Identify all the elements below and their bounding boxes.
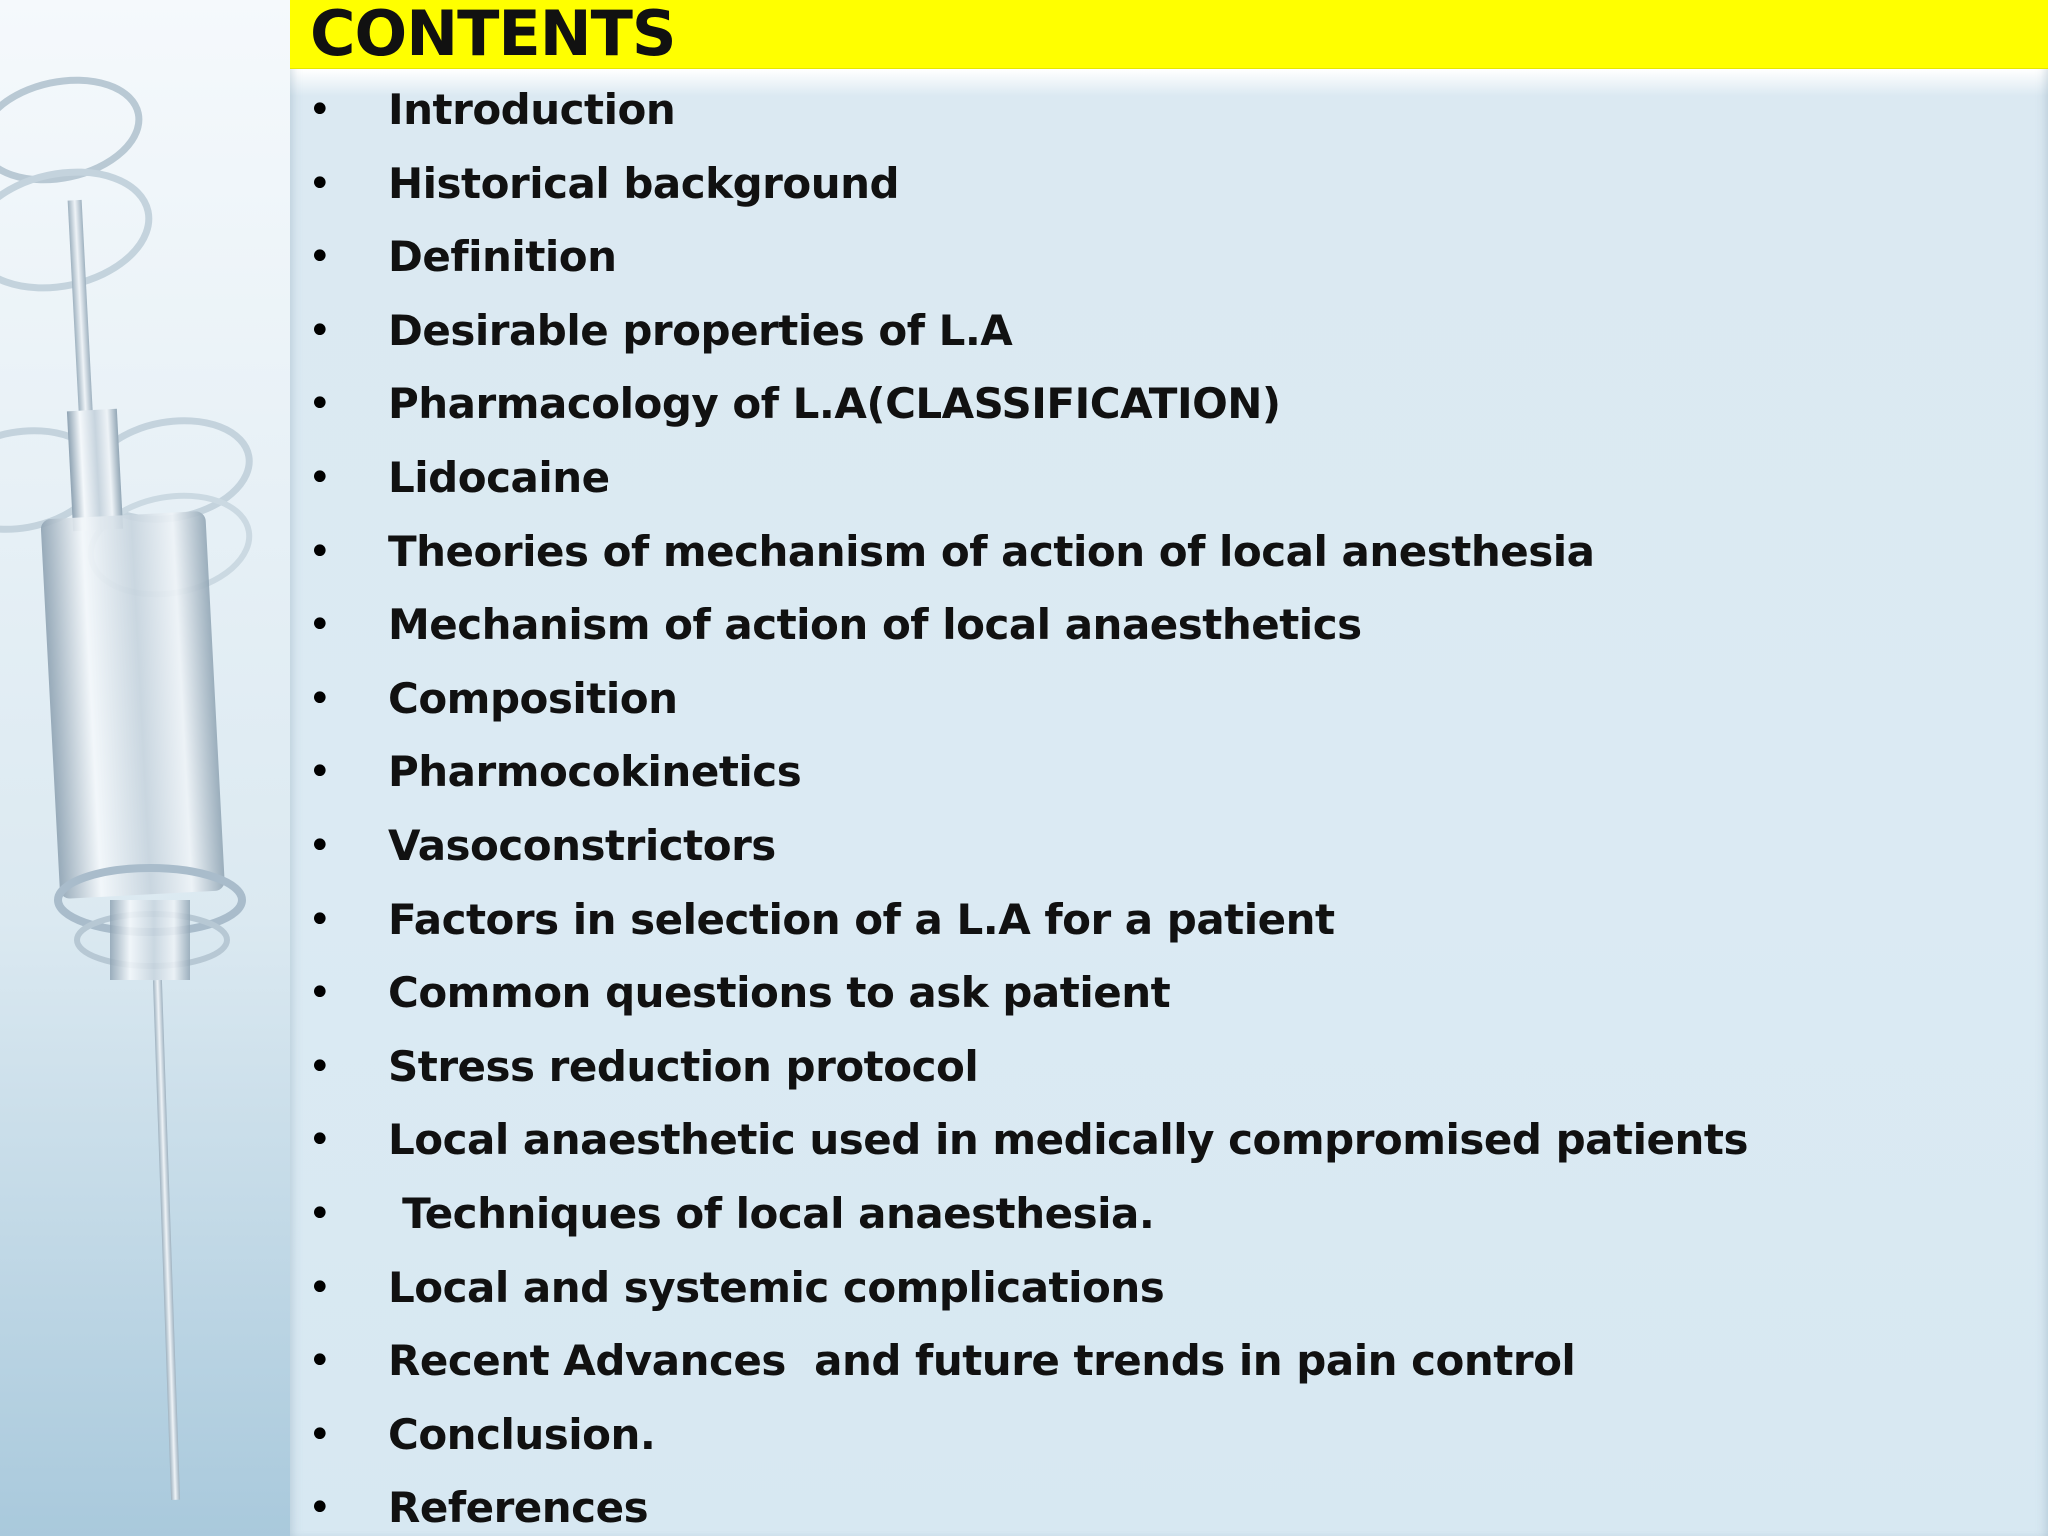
- bullet-icon: •: [308, 1485, 332, 1532]
- list-item-label: Techniques of local anaesthesia.: [388, 1188, 1155, 1238]
- contents-list: [290, 80, 2030, 1536]
- list-item-label: Stress reduction protocol: [388, 1041, 979, 1091]
- syringe-icon: [0, 0, 290, 1536]
- slide-title: CONTENTS: [310, 0, 676, 70]
- list-item: [290, 1258, 2030, 1332]
- bullet-icon: •: [308, 1411, 332, 1458]
- list-item: [290, 669, 2030, 743]
- list-item: [290, 1184, 2030, 1258]
- list-item: [290, 1405, 2030, 1479]
- list-item: [290, 448, 2030, 522]
- list-item: [290, 301, 2030, 375]
- list-item: [290, 1478, 2030, 1536]
- bullet-icon: •: [308, 234, 332, 281]
- list-item: [290, 595, 2030, 669]
- bullet-icon: •: [308, 381, 332, 428]
- list-item-label: Pharmocokinetics: [388, 747, 802, 797]
- bullet-icon: •: [308, 528, 332, 575]
- list-item-label: Factors in selection of a L.A for a patient: [388, 894, 1335, 944]
- list-item: [290, 80, 2030, 154]
- list-item-label: Lidocaine: [388, 452, 610, 502]
- list-item: [290, 522, 2030, 596]
- list-item-label: Theories of mechanism of action of local anesthesia: [388, 526, 1595, 576]
- title-bar: [290, 0, 2048, 69]
- bullet-icon: •: [308, 970, 332, 1017]
- list-item: [290, 742, 2030, 816]
- syringe-background: [0, 0, 290, 1536]
- bullet-icon: •: [308, 749, 332, 796]
- bullet-icon: •: [308, 454, 332, 501]
- list-item: [290, 890, 2030, 964]
- list-item-label: Desirable properties of L.A: [388, 305, 1013, 355]
- bullet-icon: •: [308, 160, 332, 207]
- bullet-icon: •: [308, 602, 332, 649]
- list-item: [290, 816, 2030, 890]
- bullet-icon: •: [308, 822, 332, 869]
- list-item-label: Conclusion.: [388, 1409, 656, 1459]
- bullet-icon: •: [308, 1264, 332, 1311]
- list-item-label: Composition: [388, 673, 678, 723]
- bullet-icon: •: [308, 1043, 332, 1090]
- list-item: [290, 154, 2030, 228]
- list-item: [290, 963, 2030, 1037]
- list-item: [290, 1331, 2030, 1405]
- list-item-label: Pharmacology of L.A(CLASSIFICATION): [388, 379, 1281, 429]
- list-item: [290, 1037, 2030, 1111]
- list-item-label: Definition: [388, 232, 617, 282]
- list-item-label: Common questions to ask patient: [388, 968, 1171, 1018]
- bullet-icon: •: [308, 1338, 332, 1385]
- bullet-icon: •: [308, 1117, 332, 1164]
- bullet-icon: •: [308, 675, 332, 722]
- list-item: [290, 1110, 2030, 1184]
- bullet-icon: •: [308, 896, 332, 943]
- list-item-label: Vasoconstrictors: [388, 820, 776, 870]
- list-item-label: Historical background: [388, 158, 900, 208]
- list-item-label: Mechanism of action of local anaesthetics: [388, 600, 1362, 650]
- bullet-icon: •: [308, 87, 332, 133]
- list-item-label: References: [388, 1483, 649, 1533]
- list-item-label: Recent Advances and future trends in pain control: [388, 1336, 1576, 1386]
- bullet-icon: •: [308, 307, 332, 354]
- list-item: [290, 227, 2030, 301]
- bullet-icon: •: [308, 1190, 332, 1237]
- list-item-label: Local anaesthetic used in medically compromised patients: [388, 1115, 1748, 1165]
- list-item: [290, 374, 2030, 448]
- list-item-label: Local and systemic complications: [388, 1262, 1165, 1312]
- list-item-label: Introduction: [388, 85, 676, 134]
